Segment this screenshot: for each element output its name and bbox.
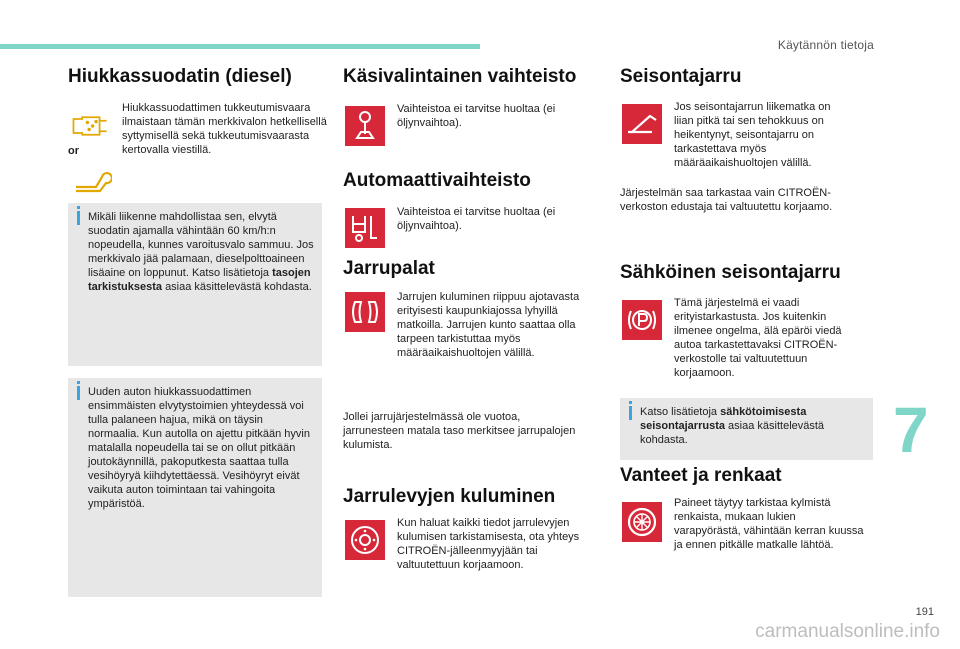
brake-discs-text: Kun haluat kaikki tiedot jarrulevyjen kulumisen tarkistamisesta, ota yhteys CITROËN-jälleenmyyjään tai valtuutettuun korjaamoon. (397, 517, 580, 571)
electric-parking-brake-icon (622, 300, 662, 340)
particle-filter-intro: Hiukkassuodattimen tukkeutumisvaara ilmaistaan tämän merkkivalon hetkellisellä syttymisellä sekä tukkeutumisvaarasta kertovalla viestillä. (122, 102, 327, 156)
info-icon (77, 211, 80, 225)
info-box-new-car-filter (68, 378, 322, 597)
parking-brake-text: Jos seisontajarrun liikematka on liian pitkä tai sen tehokkuus on heikentynyt, seisontajarru on tarkastettava myös määräaikaishuoltojen välillä. (674, 101, 831, 169)
manual-gearbox-text: Vaihteistoa ei tarvitse huoltaa (ei öljynvaihtoa). (397, 103, 556, 129)
chapter-title: Käytännön tietoja (777, 38, 874, 52)
or-label: or (68, 145, 79, 157)
accent-bar (0, 44, 480, 49)
section-title-parking-brake: Seisontajarru (620, 66, 742, 87)
particle-filter-warning-icon (70, 106, 116, 142)
info-box-electric-parking-brake (620, 398, 873, 460)
page-number: 191 (915, 606, 934, 618)
brake-pads-icon (345, 292, 385, 332)
info-box-new-car-filter-text: Uuden auton hiukkassuodattimen ensimmäisten elvytystoimien yhteydessä voi tulla palaneen hajua, mikä on täysin normaalia. Kun autolla on ajettu pitkään hyvin matalalla nopeudella tai se on ollut pitkään joutokäynnillä, pakoputkesta saattaa tulla vesihöyryä kiihdytettäessä. Vesihöyryt eivät vaikuta auton toimintaan tai vahingoita ympäristöä. (88, 386, 310, 510)
electric-parking-brake-text: Tämä järjestelmä ei vaadi erityistarkastusta. Jos kuitenkin ilmenee ongelma, älä epäröi viedä autoa tarkastettavaksi CITROËN-verkostolle tai valtuutettuun korjaamoon. (674, 297, 842, 379)
brake-pads-text: Jarrujen kuluminen riippuu ajotavasta erityisesti kaupunkiajossa lyhyillä matkoilla. Jarrujen kunto saattaa olla tarpeen tarkistuttaa myös määräaikaishuoltojen välillä. (397, 291, 580, 359)
info-icon (629, 406, 632, 420)
parking-brake-lever-icon (622, 104, 662, 144)
info-box-electric-parking-brake-text: Katso lisätietoja sähkötoimisesta seisontajarrusta asiaa käsittelevästä kohdasta. (640, 406, 825, 446)
watermark: carmanualsonline.info (755, 621, 940, 642)
info-box-regeneration-text: Mikäli liikenne mahdollistaa sen, elvytä suodatin ajamalla vähintään 60 km/h:n nopeudella, kunnes varoitusvalo sammuu. Jos merkkivalo jää palamaan, dieselpolttoaineen lisäaine on loppunut. Katso lisätietoja tasojen tarkistuksesta asiaa käsittelevästä kohdasta. (88, 211, 314, 293)
parking-brake-network-text: Järjestelmän saa tarkastaa vain CITROËN-verkoston edustaja tai valtuutettu korjaamo. (620, 187, 833, 213)
wheels-tyres-text: Paineet täytyy tarkistaa kylmistä renkaista, mukaan lukien varapyörästä, vähintään kerran kuussa ja ennen pitkälle matkalle lähtöä. (674, 497, 864, 551)
section-title-wheels-tyres: Vanteet ja renkaat (620, 465, 782, 486)
section-title-brake-pads: Jarrupalat (343, 258, 435, 279)
automatic-gearbox-icon (345, 208, 385, 248)
info-box-regeneration (68, 203, 322, 366)
info-icon (77, 386, 80, 400)
chapter-tab-number: 7 (893, 394, 929, 466)
section-title-particle-filter: Hiukkassuodatin (diesel) (68, 66, 292, 87)
automatic-gearbox-text: Vaihteistoa ei tarvitse huoltaa (ei öljynvaihtoa). (397, 206, 556, 232)
section-title-electric-parking-brake: Sähköinen seisontajarru (620, 262, 841, 283)
gear-lever-icon (345, 106, 385, 146)
section-title-brake-discs: Jarrulevyjen kuluminen (343, 486, 556, 507)
brake-fluid-text: Jollei jarrujärjestelmässä ole vuotoa, jarrunesteen matala taso merkitsee jarrupalojen kulumista. (343, 411, 576, 451)
brake-disc-icon (345, 520, 385, 560)
wheel-icon (622, 502, 662, 542)
service-wrench-icon (72, 160, 112, 190)
section-title-manual-gearbox: Käsivalintainen vaihteisto (343, 66, 577, 87)
section-title-automatic-gearbox: Automaattivaihteisto (343, 170, 531, 191)
